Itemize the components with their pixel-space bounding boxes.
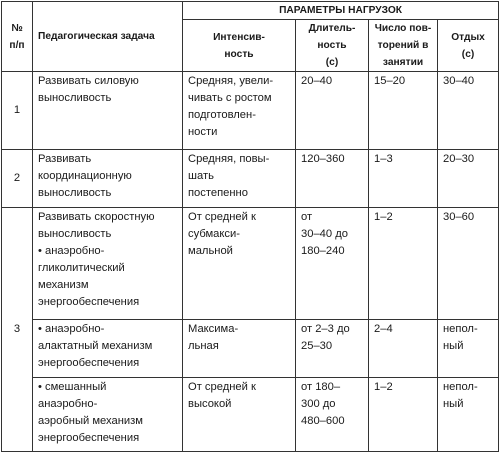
intensity-line: льная <box>188 340 219 352</box>
rest-line: 30–40 <box>443 75 475 87</box>
header-number-line-2: п/п <box>9 39 25 51</box>
header-duration-line-1: Длитель- <box>308 23 356 34</box>
reps-cell <box>369 72 438 150</box>
intensity-cell <box>183 378 296 452</box>
duration-line: 180–240 <box>301 245 345 257</box>
header-rest <box>438 20 499 72</box>
intensity-line: подготовлен- <box>188 109 256 121</box>
intensity-cell <box>183 320 296 378</box>
header-number-line-1: № <box>11 22 23 34</box>
rest-line: ный <box>443 398 464 410</box>
task-line: выносливость <box>38 228 112 240</box>
task-line: • анаэробно- <box>38 323 105 335</box>
intensity-line: Средняя, повы- <box>188 153 270 165</box>
row-number-cell <box>2 72 33 150</box>
header-reps-line-1: Число пов- <box>374 23 432 34</box>
header-rest-line-1: Отдых <box>451 31 485 43</box>
task-line: алактатный механизм <box>38 340 153 352</box>
header-task-label: Педагогическая задача <box>38 31 155 42</box>
intensity-cell <box>183 208 296 320</box>
task-line: • смешанный <box>38 381 107 393</box>
duration-cell <box>296 72 369 150</box>
duration-line: 30–40 до <box>301 228 348 240</box>
rest-cell <box>438 208 499 320</box>
header-duration-line-2: ность <box>317 40 347 51</box>
header-reps-line-2: торений в <box>377 40 429 51</box>
header-rest-line-2: (с) <box>461 48 475 60</box>
task-line: энергообеспечения <box>38 296 140 308</box>
table-row <box>2 150 499 208</box>
duration-line: от 2–3 до <box>301 323 350 335</box>
duration-line: 25–30 <box>301 340 333 352</box>
duration-line: 480–600 <box>301 415 345 427</box>
intensity-line: Максима- <box>188 323 239 335</box>
duration-line: от 180– <box>301 381 341 393</box>
task-line: механизм <box>38 279 89 291</box>
header-task <box>33 2 183 72</box>
table-row <box>2 208 499 320</box>
duration-cell <box>296 208 369 320</box>
intensity-line: ности <box>188 126 218 138</box>
rest-cell <box>438 378 499 452</box>
duration-cell <box>296 378 369 452</box>
task-cell <box>33 208 183 320</box>
load-parameters-table <box>1 1 499 452</box>
task-line: координационную <box>38 170 132 182</box>
table-row <box>2 72 499 150</box>
header-reps <box>369 20 438 72</box>
header-reps-line-3: занятии <box>382 57 424 68</box>
intensity-line: шать <box>188 170 214 182</box>
row-number-cell <box>2 150 33 208</box>
intensity-cell <box>183 150 296 208</box>
table-subrow <box>2 378 499 452</box>
header-intensity <box>183 20 296 72</box>
intensity-line: От средней к <box>188 381 256 393</box>
task-line: гликолитический <box>38 262 125 274</box>
reps-line: 15–20 <box>374 75 406 87</box>
intensity-cell <box>183 72 296 150</box>
header-row-top <box>2 2 499 20</box>
intensity-line: мальной <box>188 245 233 257</box>
task-line: выносливость <box>38 92 112 104</box>
reps-cell <box>369 208 438 320</box>
rest-line: непол- <box>443 381 478 393</box>
header-intensity-line-2: ность <box>224 48 254 60</box>
rest-line: 20–30 <box>443 153 475 165</box>
rest-line: 30–60 <box>443 211 475 223</box>
intensity-line: постепенно <box>188 187 248 199</box>
header-intensity-line-1: Интенсив- <box>213 31 265 43</box>
rest-cell <box>438 150 499 208</box>
rest-line: ный <box>443 340 464 352</box>
table-subrow <box>2 320 499 378</box>
task-line: анаэробно- <box>38 398 98 410</box>
task-line: энергообеспечения <box>38 357 140 369</box>
rest-line: непол- <box>443 323 478 335</box>
task-cell <box>33 378 183 452</box>
reps-cell <box>369 320 438 378</box>
task-line: Развивать <box>38 153 92 165</box>
reps-line: 1–2 <box>374 381 393 393</box>
duration-line: 20–40 <box>301 75 333 87</box>
reps-line: 2–4 <box>374 323 393 335</box>
task-line: выносливость <box>38 187 112 199</box>
row-number: 1 <box>13 104 21 116</box>
duration-line: 120–360 <box>301 153 345 165</box>
header-duration <box>296 20 369 72</box>
task-line: энергообеспечения <box>38 432 140 444</box>
duration-cell <box>296 150 369 208</box>
duration-line: от <box>301 211 313 223</box>
header-params-label: ПАРАМЕТРЫ НАГРУЗОК <box>279 5 402 16</box>
task-line: Развивать скоростную <box>38 211 155 223</box>
intensity-line: высокой <box>188 398 232 410</box>
task-cell <box>33 150 183 208</box>
intensity-line: От средней к <box>188 211 256 223</box>
task-cell <box>33 72 183 150</box>
row-number: 2 <box>13 172 21 184</box>
rest-cell <box>438 320 499 378</box>
task-line: Развивать силовую <box>38 75 139 87</box>
duration-cell <box>296 320 369 378</box>
task-line: • анаэробно- <box>38 245 105 257</box>
task-cell <box>33 320 183 378</box>
intensity-line: Средняя, увели- <box>188 75 274 87</box>
row-number: 3 <box>13 323 21 335</box>
intensity-line: чивать с ростом <box>188 92 272 104</box>
header-params <box>183 2 499 20</box>
header-number <box>2 2 33 72</box>
reps-cell <box>369 150 438 208</box>
row-number-cell <box>2 208 33 452</box>
header-duration-line-3: (с) <box>325 57 339 68</box>
reps-line: 1–3 <box>374 153 393 165</box>
rest-cell <box>438 72 499 150</box>
intensity-line: субмакси- <box>188 228 240 240</box>
duration-line: 300 до <box>301 398 336 410</box>
reps-cell <box>369 378 438 452</box>
reps-line: 1–2 <box>374 211 393 223</box>
task-line: аэробный механизм <box>38 415 143 427</box>
